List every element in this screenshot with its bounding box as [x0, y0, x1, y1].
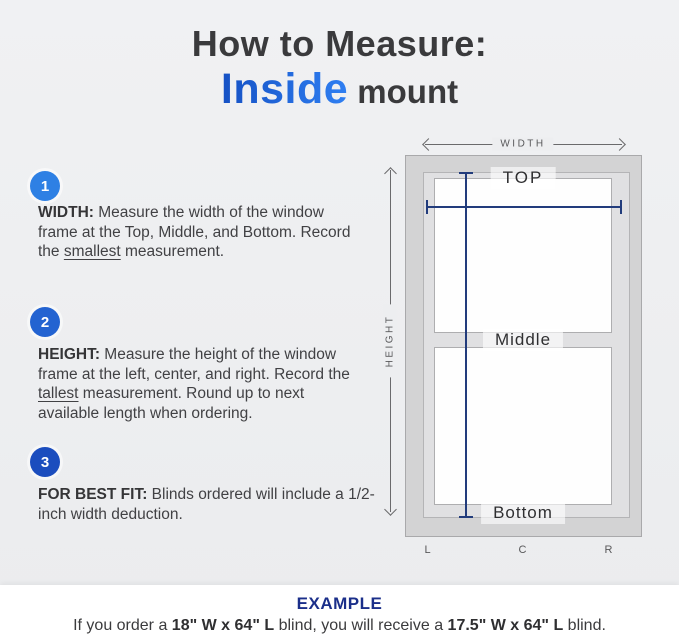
step-2-badge: 2: [30, 307, 60, 337]
step-2-underlined-word: tallest: [38, 385, 79, 402]
title-line2: [0, 66, 679, 113]
page-title: [0, 24, 679, 113]
arrow-down-icon: [384, 503, 397, 516]
label-left-column: L: [424, 544, 432, 556]
title-rest-mount: mount: [348, 72, 459, 110]
example-pre: If you order a: [73, 617, 172, 634]
height-arrow-label: HEIGHT: [384, 305, 397, 378]
step-1-body: Measure the width of the window frame at the Top, Middle, and Bottom. Record the: [38, 204, 351, 260]
label-bottom: Bottom: [481, 502, 565, 524]
step-1-heading: WIDTH:: [38, 204, 94, 221]
arrow-right-icon: [613, 138, 626, 151]
height-measure-top-tick: [459, 172, 473, 174]
step-3-body: Blinds ordered will include a 1/2-inch width deduction.: [38, 486, 375, 523]
step-2-text: [38, 345, 356, 423]
step-2-body: Measure the height of the window frame at the left, center, and right. Record the: [38, 346, 350, 383]
height-measure-line: [465, 173, 467, 517]
label-right-column: R: [604, 544, 614, 556]
label-middle: Middle: [483, 329, 563, 351]
example-received-size: 17.5" W x 64" L: [447, 617, 564, 634]
step-2-body-after: measurement. Round up to next available length when ordering.: [38, 385, 305, 422]
step-1-body-after: measurement.: [120, 243, 225, 260]
example-mid: blind, you will receive a: [274, 617, 448, 634]
step-3-badge: 3: [30, 447, 60, 477]
width-arrow-label: WIDTH: [492, 138, 553, 151]
arrow-up-icon: [384, 167, 397, 180]
title-line1: How to Measure:: [191, 23, 488, 64]
step-2-heading: HEIGHT:: [38, 346, 100, 363]
step-1-badge: 1: [30, 171, 60, 201]
window-bottom-pane: [434, 347, 612, 505]
example-post: blind.: [563, 617, 606, 634]
step-1-text: [38, 203, 356, 262]
step-1-underlined-word: smallest: [63, 243, 121, 260]
example-ordered-size: 18" W x 64" L: [171, 617, 275, 634]
step-3-heading: FOR BEST FIT:: [38, 486, 148, 503]
width-measure-line: [426, 206, 622, 208]
window-top-pane: [434, 178, 612, 333]
height-measure-bottom-tick: [459, 516, 473, 518]
label-top: TOP: [491, 167, 556, 189]
example-heading: EXAMPLE: [296, 594, 383, 613]
width-measure-left-tick: [426, 200, 428, 214]
label-center-column: C: [518, 544, 528, 556]
example-sentence: [0, 617, 679, 635]
title-highlight-inside: Inside: [220, 64, 349, 113]
example-section: [0, 585, 679, 642]
step-3-text: [38, 485, 378, 524]
arrow-left-icon: [422, 138, 435, 151]
window-diagram: [378, 138, 668, 568]
width-measure-right-tick: [620, 200, 622, 214]
